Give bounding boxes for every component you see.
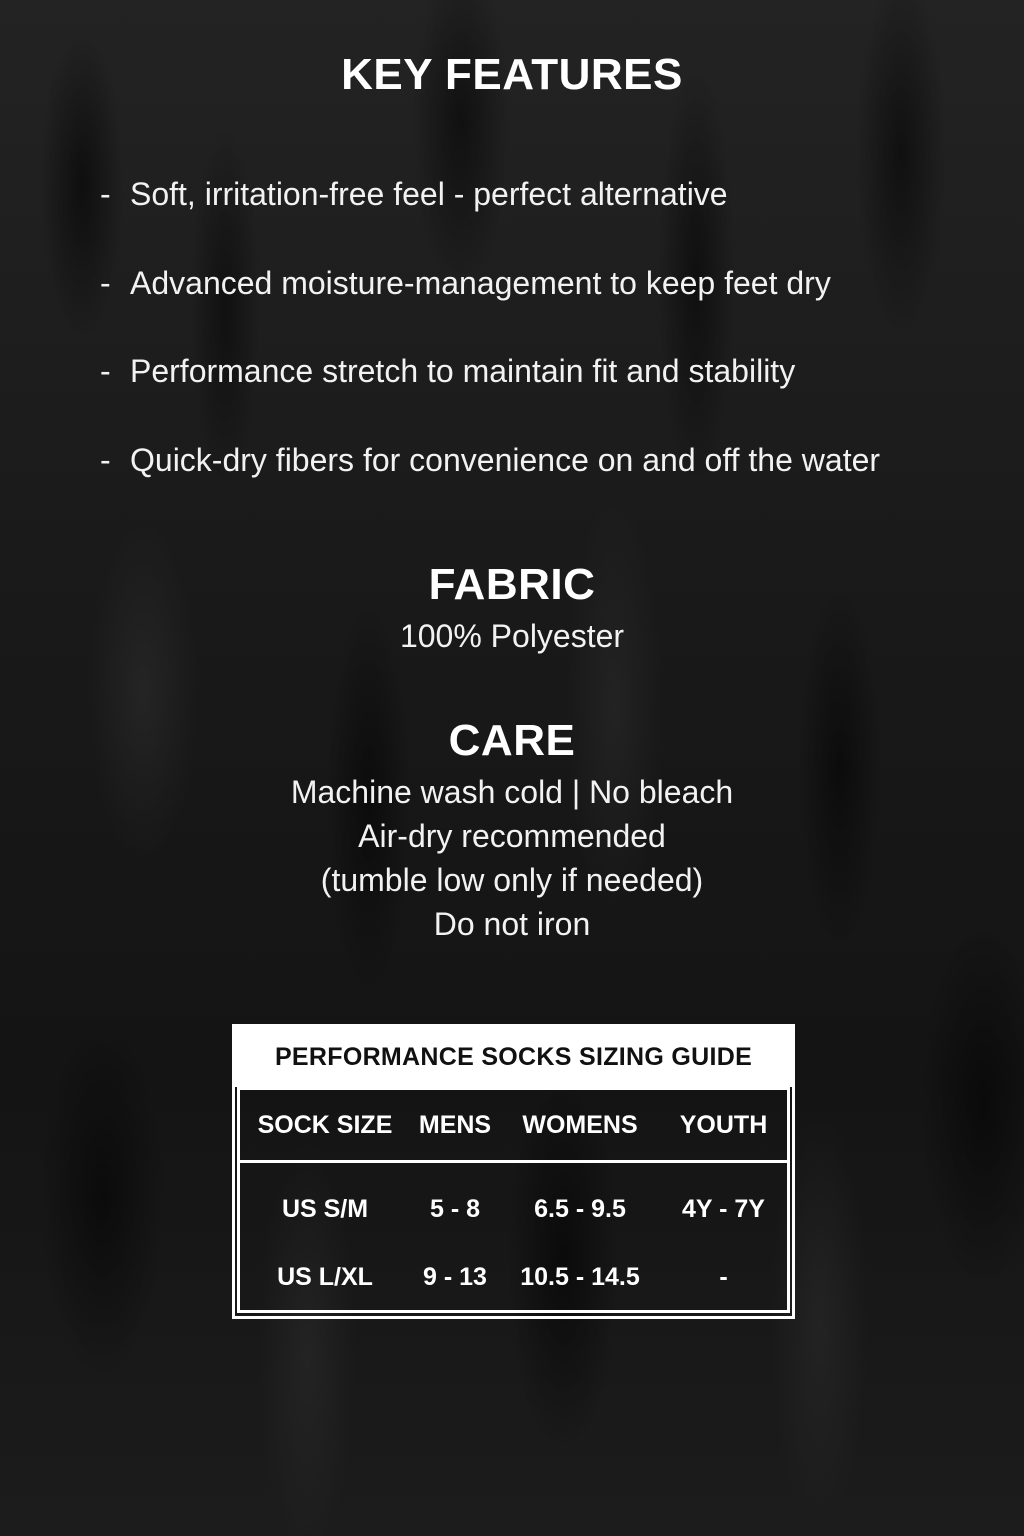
care-instructions [0,770,1024,946]
feature-item [100,265,980,354]
table-cell: US S/M [281,1194,369,1223]
sizing-guide-title: PERFORMANCE SOCKS SIZING GUIDE [235,1027,792,1087]
column-header: SOCK SIZE [257,1110,393,1139]
feature-text: Soft, irritation-free feel - perfect alternative [130,176,728,212]
fabric-title: FABRIC [428,560,596,609]
sizing-table [237,1087,790,1313]
feature-text: Performance stretch to maintain fit and stability [130,353,796,389]
care-line: (tumble low only if needed) [320,862,704,898]
table-cell: - [719,1262,728,1291]
feature-item [100,176,980,265]
table-row [240,1175,787,1243]
bullet-dash: - [100,441,111,478]
bullet-dash: - [100,264,111,301]
care-title: CARE [448,716,576,765]
table-cell: 4Y - 7Y [682,1194,765,1223]
sizing-guide [232,1024,795,1319]
table-cell: 9 - 13 [423,1262,487,1291]
table-cell: 5 - 8 [429,1194,481,1223]
care-line: Machine wash cold | No bleach [290,774,734,810]
care-line: Air-dry recommended [358,818,666,854]
key-features-list [100,176,980,530]
column-header: MENS [418,1110,492,1139]
table-cell: US L/XL [277,1262,373,1291]
table-cell: 10.5 - 14.5 [520,1262,640,1291]
table-cell: 6.5 - 9.5 [534,1194,626,1223]
key-features-title: KEY FEATURES [341,50,683,99]
bullet-dash: - [100,353,111,389]
feature-item [100,353,980,442]
feature-text: Quick-dry fibers for convenience on and off the water [130,441,881,478]
table-row [240,1243,787,1311]
column-header: YOUTH [679,1110,768,1139]
feature-item [100,442,980,531]
feature-text: Advanced moisture-management to keep feet dry [130,264,831,301]
care-line: Do not iron [433,906,591,942]
fabric-value: 100% Polyester [399,618,625,654]
bullet-dash: - [100,176,111,212]
table-header-row [240,1090,787,1163]
column-header: WOMENS [522,1110,638,1139]
